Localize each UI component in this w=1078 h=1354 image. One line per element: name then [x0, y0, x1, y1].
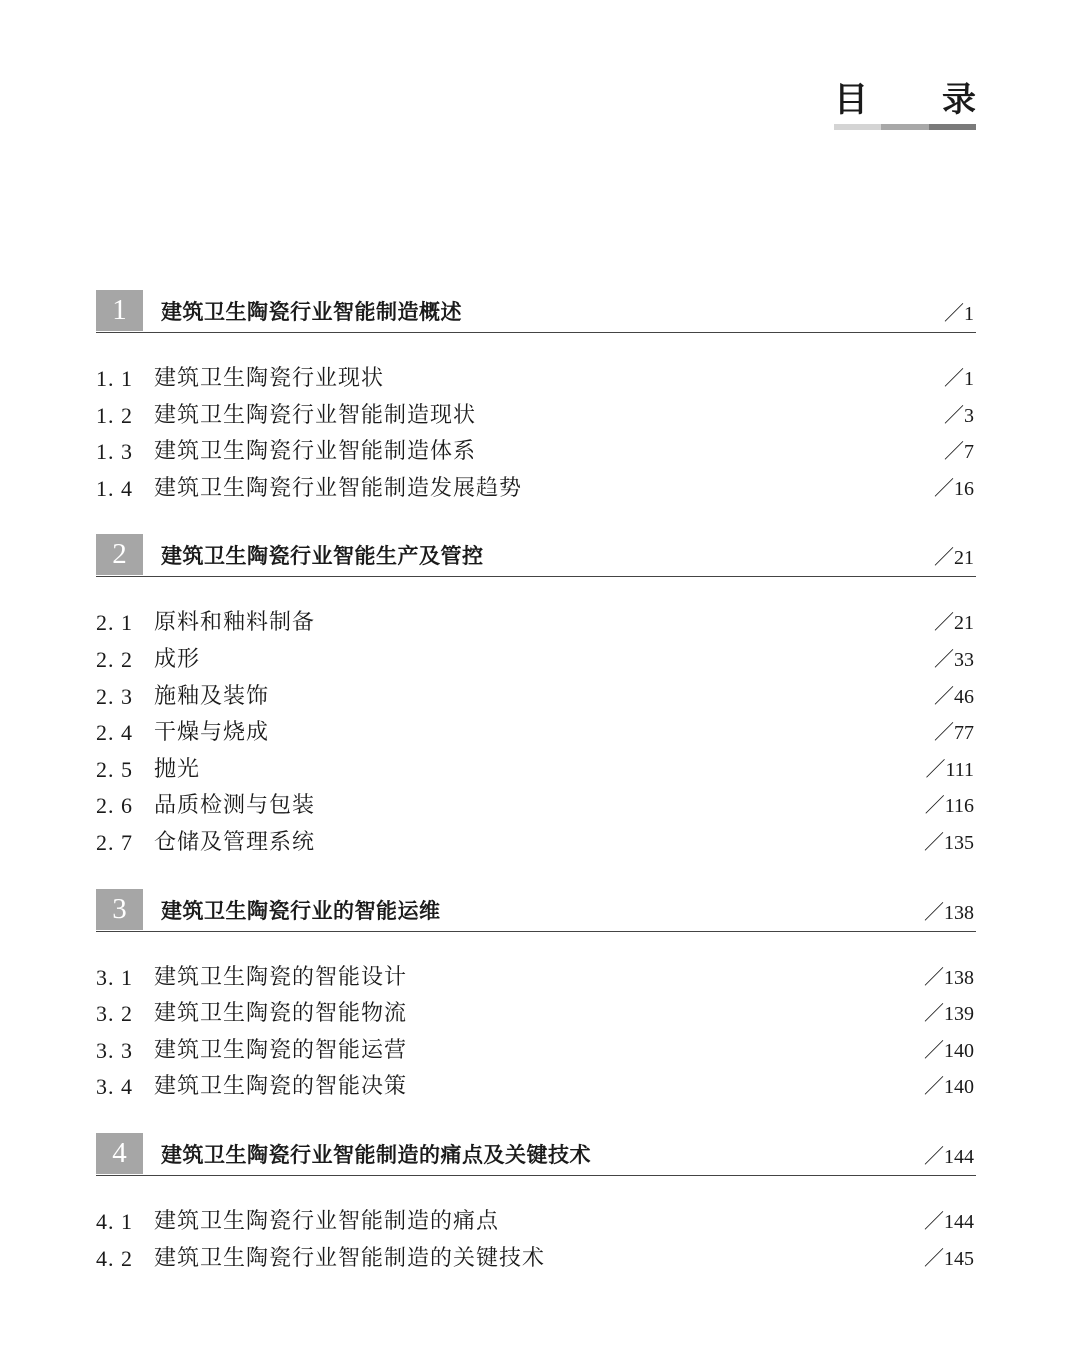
section-title: 品质检测与包装: [154, 793, 316, 819]
chapter-heading[interactable]: [96, 534, 976, 577]
section-page-number: ／1: [944, 368, 974, 390]
chapter-page-number: ／138: [924, 901, 974, 924]
section-number: 4. 1: [96, 1208, 133, 1234]
title-bar-segment: [881, 124, 928, 130]
section-entry[interactable]: [96, 1033, 976, 1070]
section-title: 建筑卫生陶瓷行业智能制造体系: [154, 439, 477, 465]
section-entry[interactable]: [96, 434, 976, 471]
section-page-number: ／144: [924, 1210, 974, 1233]
page-title: [834, 74, 976, 118]
section-page-number: ／46: [934, 685, 974, 708]
title-bar-segment: [929, 124, 976, 130]
section-entry[interactable]: [96, 1241, 976, 1278]
section-title: 建筑卫生陶瓷的智能物流: [154, 1001, 408, 1027]
section-number: 2. 3: [96, 683, 133, 709]
section-entry[interactable]: [96, 605, 976, 642]
section-entry[interactable]: [96, 788, 976, 825]
section-entry[interactable]: [96, 1069, 976, 1106]
section-entry[interactable]: [96, 471, 976, 508]
chapter-page-number: ／21: [934, 547, 974, 570]
section-entry[interactable]: [96, 679, 976, 716]
section-page-number: ／111: [925, 758, 974, 781]
table-of-contents: [96, 290, 976, 1304]
section-entry[interactable]: [96, 960, 976, 997]
section-number: 2. 6: [96, 793, 133, 819]
chapter-heading[interactable]: [96, 290, 976, 333]
section-entry[interactable]: [96, 825, 976, 862]
section-page-number: ／145: [924, 1247, 974, 1270]
section-number: 2. 7: [96, 829, 133, 855]
section-entry[interactable]: [96, 1204, 976, 1241]
section-page-number: ／138: [924, 966, 974, 989]
chapter-number-badge: 2: [96, 534, 143, 575]
section-page-number: ／135: [924, 831, 974, 854]
section-title: 建筑卫生陶瓷的智能决策: [154, 1074, 408, 1100]
chapter-title: 建筑卫生陶瓷行业智能制造概述: [161, 300, 462, 324]
section-number: 4. 2: [96, 1245, 133, 1271]
section-number: 1. 4: [96, 475, 133, 501]
chapter-number-badge: 1: [96, 290, 143, 331]
section-title: 仓储及管理系统: [154, 829, 316, 855]
section-page-number: ／16: [934, 477, 974, 500]
section-number: 2. 1: [96, 610, 133, 636]
section-number: 3. 3: [96, 1037, 133, 1063]
chapter-group: [96, 290, 976, 507]
section-entry[interactable]: [96, 715, 976, 752]
chapter-title: 建筑卫生陶瓷行业智能制造的痛点及关键技术: [161, 1142, 591, 1167]
section-title: 建筑卫生陶瓷行业智能制造的痛点: [154, 1208, 500, 1234]
section-page-number: ／140: [924, 1076, 974, 1099]
section-page-number: ／3: [944, 404, 974, 427]
chapter-number-badge: 4: [96, 1133, 143, 1174]
section-number: 3. 1: [96, 964, 133, 990]
section-page-number: ／116: [924, 795, 974, 818]
chapter-page-number: ／1: [944, 303, 974, 325]
section-title: 干燥与烧成: [154, 720, 270, 746]
section-page-number: ／33: [934, 648, 974, 671]
section-title: 建筑卫生陶瓷的智能运营: [154, 1037, 408, 1063]
chapter-title: 建筑卫生陶瓷行业的智能运维: [161, 898, 441, 923]
chapter-page-number: ／144: [924, 1145, 974, 1168]
section-page-number: ／139: [924, 1003, 974, 1026]
section-number: 2. 2: [96, 646, 133, 672]
section-title: 施釉及装饰: [154, 683, 270, 709]
section-page-number: ／140: [924, 1039, 974, 1062]
section-number: 1. 1: [96, 366, 133, 391]
title-bar-segment: [834, 124, 881, 130]
chapter-number-badge: 3: [96, 889, 143, 930]
chapter-title: 建筑卫生陶瓷行业智能生产及管控: [161, 544, 484, 569]
section-title: 建筑卫生陶瓷行业智能制造的关键技术: [154, 1245, 546, 1271]
chapter-heading[interactable]: [96, 889, 976, 932]
section-number: 1. 3: [96, 439, 133, 465]
chapter-group: [96, 534, 976, 861]
title-underline-bar: [834, 124, 976, 130]
section-title: 建筑卫生陶瓷的智能设计: [154, 964, 408, 990]
section-entry[interactable]: [96, 361, 976, 398]
section-title: 成形: [154, 646, 201, 672]
section-entry[interactable]: [96, 642, 976, 679]
section-number: 3. 2: [96, 1001, 133, 1027]
section-number: 3. 4: [96, 1074, 133, 1100]
page-title-char-left: 目: [834, 79, 868, 120]
section-number: 2. 5: [96, 756, 133, 782]
chapter-group: [96, 1133, 976, 1277]
chapter-heading[interactable]: [96, 1133, 976, 1176]
section-entry[interactable]: [96, 996, 976, 1033]
section-title: 抛光: [154, 756, 201, 782]
section-title: 原料和釉料制备: [154, 610, 316, 636]
section-page-number: ／21: [934, 612, 974, 635]
section-title: 建筑卫生陶瓷行业现状: [154, 366, 385, 391]
section-title: 建筑卫生陶瓷行业智能制造现状: [154, 402, 477, 428]
section-page-number: ／77: [934, 722, 974, 745]
chapter-group: [96, 889, 976, 1106]
section-number: 2. 4: [96, 720, 133, 746]
section-entry[interactable]: [96, 752, 976, 789]
page-title-char-right: 录: [942, 79, 976, 120]
section-page-number: ／7: [944, 441, 974, 464]
section-number: 1. 2: [96, 402, 133, 428]
section-title: 建筑卫生陶瓷行业智能制造发展趋势: [154, 475, 523, 501]
section-entry[interactable]: [96, 398, 976, 435]
